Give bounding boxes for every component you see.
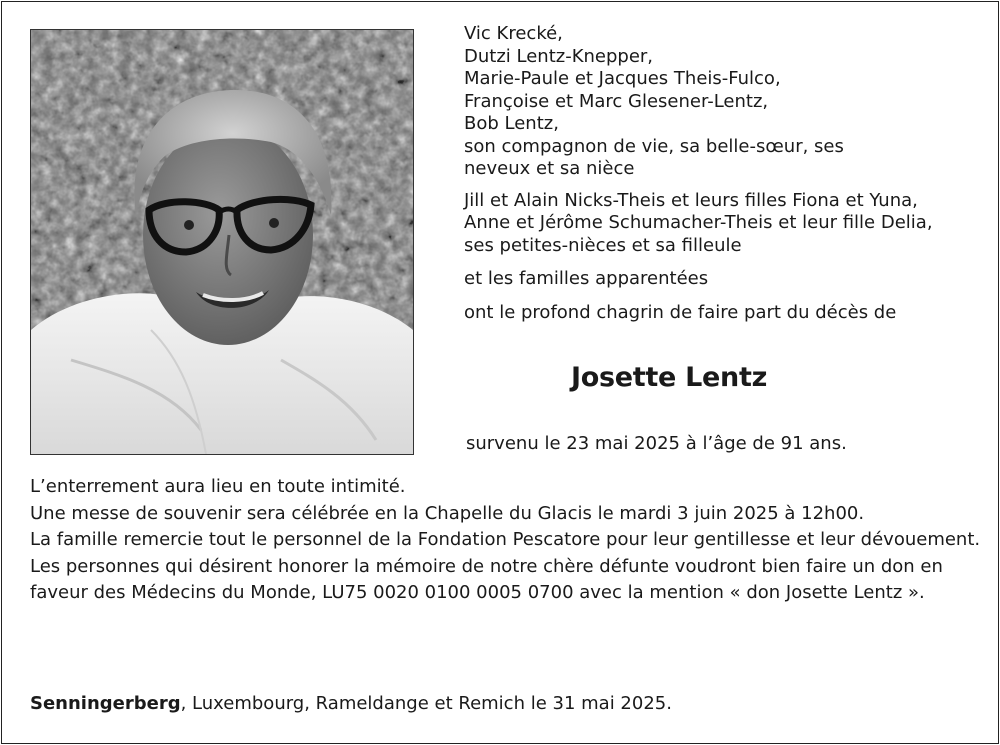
family-line: Vic Krecké, [464,23,563,44]
family-line: Françoise et Marc Glesener-Lentz, [464,90,769,112]
place-rest: , Luxembourg, Rameldange et Remich le 31 mai 2025. [180,693,672,714]
family-group-2 [464,190,984,258]
family-line: Marie-Paule et Jacques Theis-Fulco, [464,68,781,89]
place-date-line [30,690,672,718]
death-date-line: survenu le 23 mai 2025 à l’âge de 91 ans. [466,433,847,454]
obituary-notice [1,1,999,744]
family-line: neveux et sa nièce [464,158,635,179]
mass-paragraph: Une messe de souvenir sera célébrée en la Chapelle du Glacis le mardi 3 juin 2025 à 12h00. [30,502,865,524]
family-line: ses petites-nièces et sa filleule [464,234,742,256]
family-line: Jill et Alain Nicks-Theis et leurs filles Fiona et Yuna, [464,189,918,211]
funeral-paragraph: L’enterrement aura lieu en toute intimité. [30,476,406,497]
family-line: Bob Lentz, [464,113,559,134]
donation-paragraph: Les personnes qui désirent honorer la mémoire de notre chère défunte voudront bien faire un don en faveur des Médecins du Monde, LU75 0020 0100 0005 0700 avec la mention « don Josette Lentz ». [30,555,943,603]
place-town: Senningerberg [30,693,181,714]
portrait-photo [30,29,414,455]
announcement-line: ont le profond chagrin de faire part du décès de [464,301,897,323]
notice-body [30,474,990,607]
family-list [464,23,984,324]
family-group-1 [464,23,984,181]
family-line: Dutzi Lentz-Knepper, [464,45,654,67]
family-line: son compagnon de vie, sa belle-sœur, ses [464,135,844,157]
deceased-name: Josette Lentz [571,362,767,393]
thanks-paragraph: La famille remercie tout le personnel de la Fondation Pescatore pour leur gentillesse et leur dévouement. [30,529,981,550]
family-group-3: et les familles apparentées [464,268,709,289]
family-line: Anne et Jérôme Schumacher-Theis et leur fille Delia, [464,212,933,233]
